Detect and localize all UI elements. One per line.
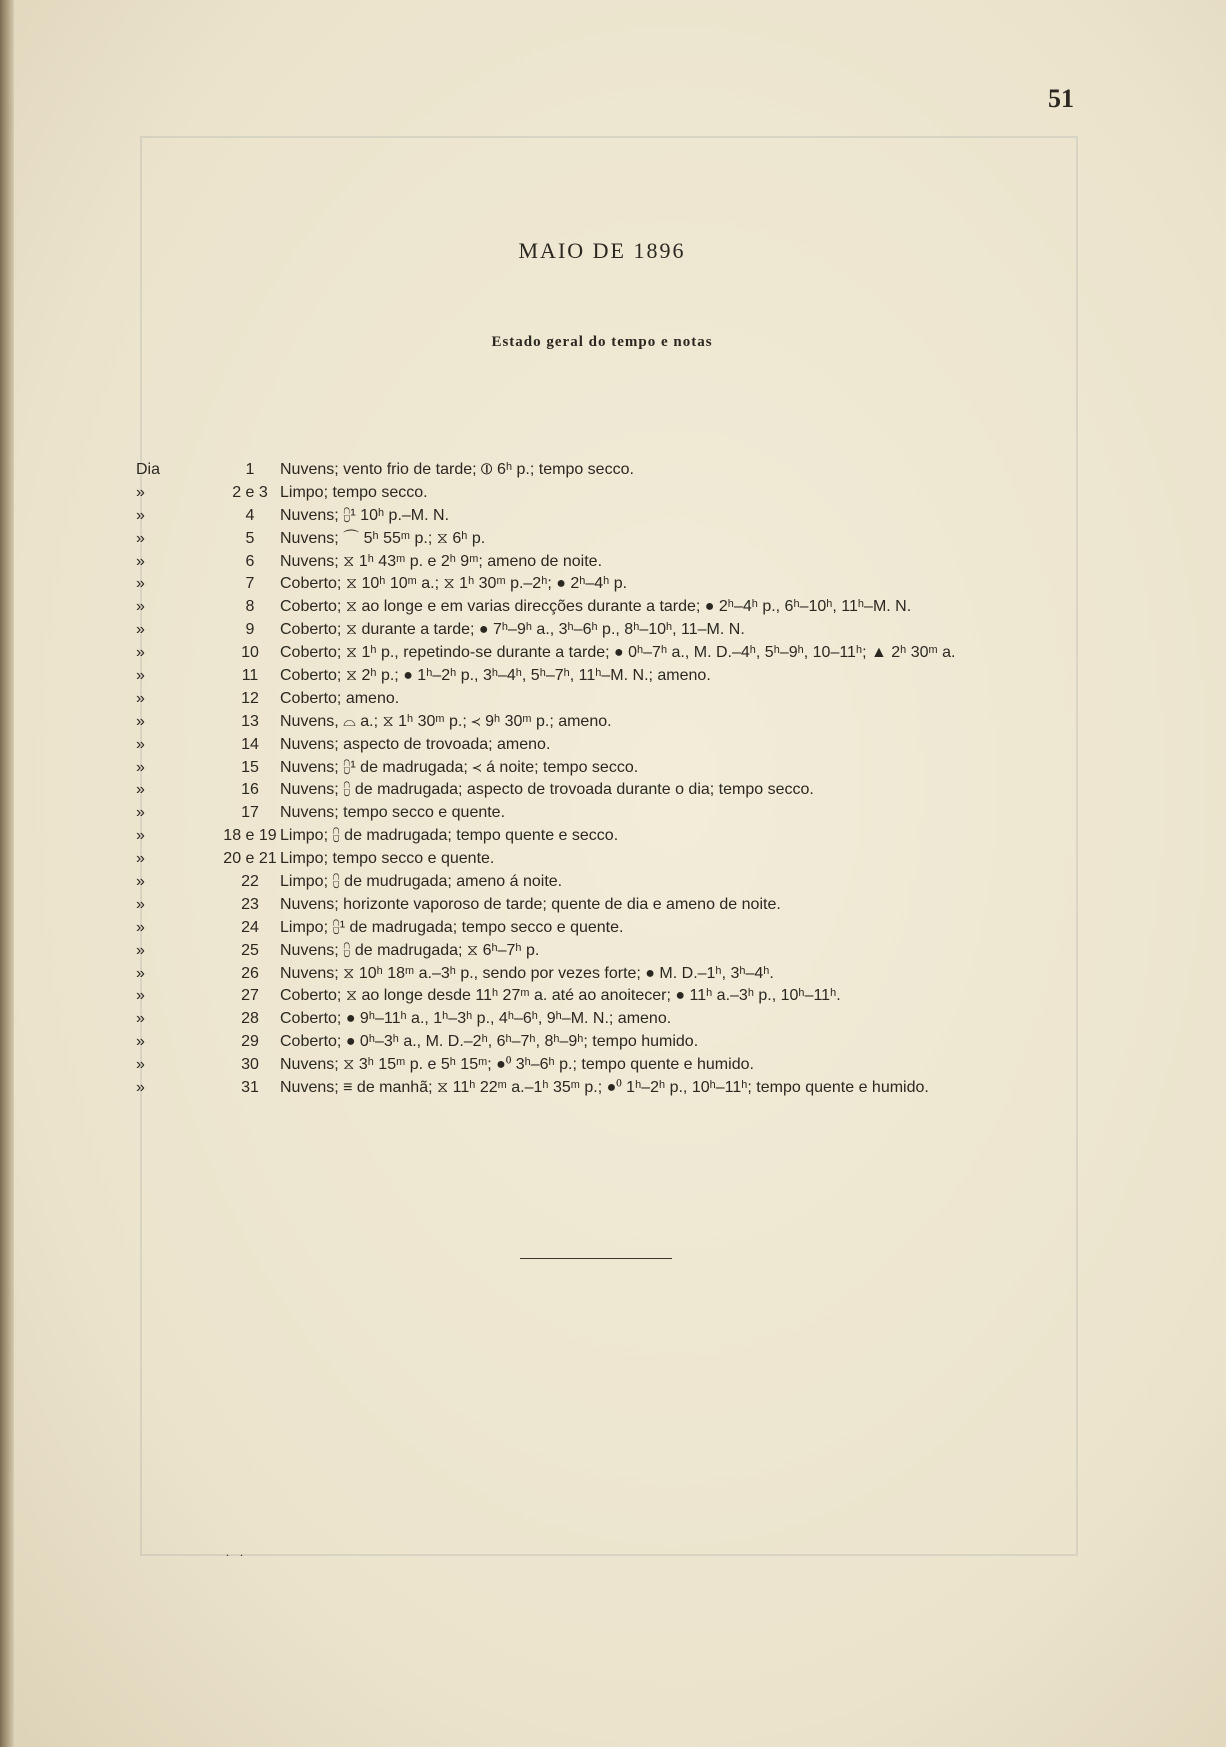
day-number: 6 bbox=[245, 552, 255, 570]
day-row bbox=[130, 825, 1030, 848]
page-number: 51 bbox=[1048, 84, 1074, 113]
weather-note: Nuvens; aspecto de trovoada; ameno. bbox=[280, 735, 551, 753]
day-row bbox=[130, 505, 1030, 528]
day-row bbox=[130, 551, 1030, 574]
day-number: 20 e 21 bbox=[223, 850, 277, 868]
weather-note: Nuvens; ⩉¹ 10ʰ p.–M. N. bbox=[280, 506, 450, 524]
day-row bbox=[130, 1077, 1030, 1100]
weather-note: Nuvens; horizonte vaporoso de tarde; quente de dia e ameno de noite. bbox=[280, 895, 781, 913]
day-label: » bbox=[136, 918, 145, 936]
day-row bbox=[130, 619, 1030, 642]
day-label: » bbox=[136, 850, 145, 868]
day-label: » bbox=[136, 895, 145, 913]
weather-note: Coberto; ⧖ 2ʰ p.; ● 1ʰ–2ʰ p., 3ʰ–4ʰ, 5ʰ–7ʰ, 11ʰ–M. N.; ameno. bbox=[280, 667, 711, 685]
section-subtitle: Estado geral do tempo e notas bbox=[491, 334, 713, 350]
day-row bbox=[130, 1054, 1030, 1077]
day-label: » bbox=[136, 781, 145, 799]
day-label: » bbox=[136, 1010, 145, 1028]
weather-note: Nuvens; ⧖ 1ʰ 43ᵐ p. e 2ʰ 9ᵐ; ameno de noite. bbox=[280, 552, 603, 570]
weather-notes-list bbox=[130, 459, 1030, 1100]
weather-note: Coberto; ● 9ʰ–11ʰ a., 1ʰ–3ʰ p., 4ʰ–6ʰ, 9ʰ–M. N.; ameno. bbox=[280, 1010, 672, 1028]
day-row bbox=[130, 711, 1030, 734]
day-number: 31 bbox=[241, 1079, 259, 1097]
day-label: » bbox=[136, 735, 145, 753]
day-row bbox=[130, 894, 1030, 917]
day-row bbox=[130, 779, 1030, 802]
weather-note: Coberto; ⧖ durante a tarde; ● 7ʰ–9ʰ a., 3ʰ–6ʰ p., 8ʰ–10ʰ, 11–M. N. bbox=[280, 621, 745, 639]
day-label: » bbox=[136, 667, 145, 685]
book-spine bbox=[0, 0, 14, 1747]
weather-note: Nuvens; vento frio de tarde; ⦶ 6ʰ p.; tempo secco. bbox=[280, 461, 634, 478]
day-row bbox=[130, 688, 1030, 711]
weather-note: Nuvens; ⩉ de madrugada; ⧖ 6ʰ–7ʰ p. bbox=[280, 941, 540, 959]
weather-note: Coberto; ⧖ ao longe e em varias direcções durante a tarde; ● 2ʰ–4ʰ p., 6ʰ–10ʰ, 11ʰ–M. N. bbox=[280, 598, 912, 616]
day-number: 13 bbox=[241, 712, 259, 730]
day-number: 10 bbox=[241, 644, 259, 662]
day-row bbox=[130, 985, 1030, 1008]
weather-note: Limpo; ⩉ de madrugada; tempo quente e secco. bbox=[280, 827, 619, 845]
day-number: 5 bbox=[245, 529, 255, 547]
day-number: 29 bbox=[241, 1033, 259, 1051]
day-row bbox=[130, 459, 1030, 482]
day-row bbox=[130, 848, 1030, 871]
day-label: » bbox=[136, 1033, 145, 1051]
weather-note: Coberto; ⧖ ao longe desde 11ʰ 27ᵐ a. até ao anoitecer; ● 11ʰ a.–3ʰ p., 10ʰ–11ʰ. bbox=[280, 987, 841, 1005]
day-row bbox=[130, 528, 1030, 551]
day-row bbox=[130, 757, 1030, 780]
day-number: 25 bbox=[241, 941, 259, 959]
day-number: 9 bbox=[245, 621, 255, 639]
day-number: 12 bbox=[241, 689, 259, 707]
weather-note: Nuvens; ⧖ 3ʰ 15ᵐ p. e 5ʰ 15ᵐ; ●⁰ 3ʰ–6ʰ p.; tempo quente e humido. bbox=[280, 1056, 754, 1074]
day-label: » bbox=[136, 689, 145, 707]
day-label: » bbox=[136, 575, 145, 593]
day-number: 4 bbox=[245, 506, 255, 524]
day-number: 15 bbox=[241, 758, 259, 776]
day-number: 24 bbox=[241, 918, 259, 936]
day-number: 11 bbox=[241, 667, 259, 685]
day-number: 14 bbox=[241, 735, 259, 753]
day-number: 22 bbox=[241, 873, 259, 891]
day-row bbox=[130, 802, 1030, 825]
day-label: » bbox=[136, 987, 145, 1005]
day-number: 23 bbox=[241, 895, 259, 913]
day-label: » bbox=[136, 804, 145, 822]
weather-note: Nuvens; ⌒ 5ʰ 55ᵐ p.; ⧖ 6ʰ p. bbox=[280, 529, 486, 547]
day-row bbox=[130, 596, 1030, 619]
day-number: 30 bbox=[241, 1056, 259, 1074]
weather-note: Limpo; ⩉¹ de madrugada; tempo secco e quente. bbox=[280, 918, 624, 936]
day-number: 16 bbox=[241, 781, 259, 799]
day-row bbox=[130, 1031, 1030, 1054]
day-row bbox=[130, 871, 1030, 894]
day-label: » bbox=[136, 827, 145, 845]
day-row bbox=[130, 482, 1030, 505]
weather-note: Nuvens, ⌓ a.; ⧖ 1ʰ 30ᵐ p.; ≺ 9ʰ 30ᵐ p.; ameno. bbox=[280, 712, 612, 730]
weather-note: Nuvens; ⧖ 10ʰ 18ᵐ a.–3ʰ p., sendo por vezes forte; ● M. D.–1ʰ, 3ʰ–4ʰ. bbox=[280, 964, 774, 982]
day-label: » bbox=[136, 644, 145, 662]
page-title: MAIO DE 1896 bbox=[518, 238, 686, 263]
weather-note: Coberto; ● 0ʰ–3ʰ a., M. D.–2ʰ, 6ʰ–7ʰ, 8ʰ–9ʰ; tempo humido. bbox=[280, 1033, 699, 1051]
day-label: » bbox=[136, 941, 145, 959]
weather-note: Limpo; tempo secco e quente. bbox=[280, 850, 495, 868]
day-label: » bbox=[136, 483, 145, 501]
day-row bbox=[130, 665, 1030, 688]
day-label: » bbox=[136, 1056, 145, 1074]
weather-note: Coberto; ⧖ 10ʰ 10ᵐ a.; ⧖ 1ʰ 30ᵐ p.–2ʰ; ● 2ʰ–4ʰ p. bbox=[280, 575, 628, 593]
day-row bbox=[130, 642, 1030, 665]
day-number: 8 bbox=[245, 598, 255, 616]
day-row bbox=[130, 734, 1030, 757]
day-label: Dia bbox=[136, 461, 161, 478]
weather-note: Coberto; ameno. bbox=[280, 689, 400, 707]
day-row bbox=[130, 573, 1030, 596]
day-number: 17 bbox=[241, 804, 259, 822]
day-label: » bbox=[136, 529, 145, 547]
day-label: » bbox=[136, 552, 145, 570]
weather-note: Nuvens; ⩉¹ de madrugada; ≺ á noite; tempo secco. bbox=[280, 758, 639, 776]
day-number: 18 e 19 bbox=[223, 827, 277, 845]
weather-note: Limpo; ⩉ de mudrugada; ameno á noite. bbox=[280, 873, 563, 891]
day-label: » bbox=[136, 1079, 145, 1097]
day-number: 28 bbox=[241, 1010, 259, 1028]
footer-dots: . . bbox=[226, 1545, 247, 1559]
day-label: » bbox=[136, 758, 145, 776]
day-row bbox=[130, 940, 1030, 963]
weather-note: Coberto; ⧖ 1ʰ p., repetindo-se durante a tarde; ● 0ʰ–7ʰ a., M. D.–4ʰ, 5ʰ–9ʰ, 10–11ʰ; ▲ 2ʰ 30ᵐ a. bbox=[280, 644, 956, 662]
day-label: » bbox=[136, 621, 145, 639]
day-label: » bbox=[136, 873, 145, 891]
day-label: » bbox=[136, 598, 145, 616]
day-row bbox=[130, 917, 1030, 940]
day-number: 7 bbox=[245, 575, 255, 593]
day-number: 2 e 3 bbox=[232, 483, 268, 501]
day-number: 26 bbox=[241, 964, 259, 982]
day-number: 27 bbox=[241, 987, 259, 1005]
weather-note: Limpo; tempo secco. bbox=[280, 483, 428, 501]
day-label: » bbox=[136, 712, 145, 730]
divider-rule bbox=[520, 1258, 672, 1259]
weather-note: Nuvens; ⩉ de madrugada; aspecto de trovoada durante o dia; tempo secco. bbox=[280, 781, 814, 799]
day-number: 1 bbox=[245, 461, 255, 478]
day-row bbox=[130, 1008, 1030, 1031]
weather-note: Nuvens; tempo secco e quente. bbox=[280, 804, 506, 822]
weather-note: Nuvens; ≡ de manhã; ⧖ 11ʰ 22ᵐ a.–1ʰ 35ᵐ p.; ●⁰ 1ʰ–2ʰ p., 10ʰ–11ʰ; tempo quente e humido. bbox=[280, 1079, 929, 1097]
day-row bbox=[130, 963, 1030, 986]
day-label: » bbox=[136, 964, 145, 982]
day-label: » bbox=[136, 506, 145, 524]
